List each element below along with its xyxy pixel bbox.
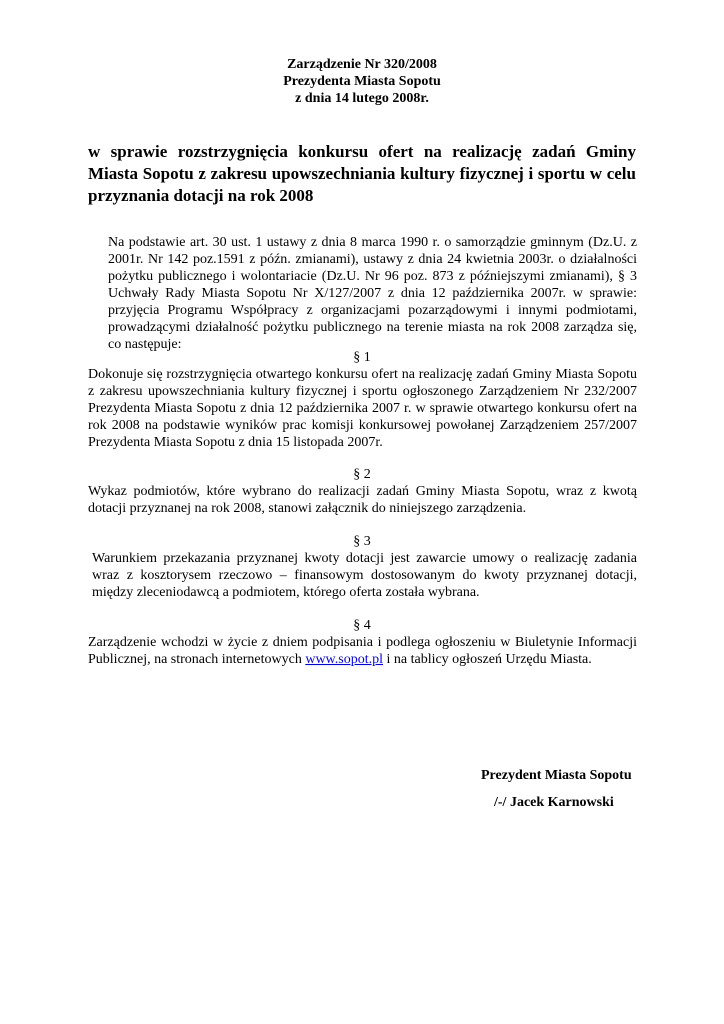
section-1-title: § 1 bbox=[353, 350, 371, 365]
section-2-title: § 2 bbox=[353, 467, 371, 482]
section-3-text: Warunkiem przekazania przyznanej kwoty dotacji jest zawarcie umowy o realizację zadania wraz z kosztorysem rzeczowo – finansowym dostosowanym do kwoty przyznanej dotacji, między zleceniodawcą a podmiotem, którego oferta została wybrana. bbox=[92, 551, 637, 600]
section-2-text: Wykaz podmiotów, które wybrano do realizacji zadań Gminy Miasta Sopotu, wraz z kwotą dotacji przyznanej na rok 2008, stanowi załącznik do niniejszego zarządzenia. bbox=[88, 484, 637, 516]
section-1-text: Dokonuje się rozstrzygnięcia otwartego konkursu ofert na realizację zadań Gminy Miasta Sopotu z zakresu upowszechniania kultury fizycznej i sportu ogłoszonego Zarządzeniem Nr 232/2007 Prezydenta Miasta Sopotu z dnia 12 października 2007 r. w sprawie otwartego konkursu ofert na rok 2008 na podstawie wyników prac komisji konkursowej powołanej Zarządzeniem 257/2007 Prezydenta Miasta Sopotu z dnia 15 listopada 2007r. bbox=[88, 367, 637, 450]
section-4-text-after-link: i na tablicy ogłoszeń Urzędu Miasta. bbox=[382, 652, 592, 667]
signature-office: Prezydent Miasta Sopotu bbox=[481, 768, 632, 783]
document-subject: w sprawie rozstrzygnięcia konkursu ofert na realizację zadań Gminy Miasta Sopotu z zakresu upowszechniania kultury fizycznej i sportu w celu przyznania dotacji na rok 2008 bbox=[88, 142, 636, 205]
section-4-text bbox=[88, 634, 637, 668]
section-4-text-before-link: Zarządzenie wchodzi w życie z dniem podpisania i podlega ogłoszeniu w Biuletynie Informacji Publicznej, na stronach internetowych bbox=[88, 635, 637, 667]
document-header bbox=[0, 56, 724, 107]
section-4-title: § 4 bbox=[353, 618, 371, 633]
legal-basis-preamble: Na podstawie art. 30 ust. 1 ustawy z dnia 8 marca 1990 r. o samorządzie gminnym (Dz.U. z 2001r. Nr 142 poz.1591 z późn. zmianami), ustawy z dnia 24 kwietnia 2003r. o działalności pożytku publicznego i wolontariacie (Dz.U. Nr 96 poz. 873 z późniejszymi zmianami), § 3 Uchwały Rady Miasta Sopotu Nr X/127/2007 z dnia 12 października 2007r. w sprawie: przyjęcia Programu Współpracy z organizacjami pozarządowymi i innymi podmiotami, prowadzącymi działalność pożytku publicznego na terenie miasta na rok 2008 zarządza się, co następuje: bbox=[108, 235, 637, 352]
sopot-website-link[interactable]: www.sopot.pl bbox=[305, 652, 383, 667]
header-title: Zarządzenie Nr 320/2008 bbox=[287, 57, 437, 72]
section-3-title: § 3 bbox=[353, 534, 371, 549]
header-date: z dnia 14 lutego 2008r. bbox=[295, 91, 429, 106]
header-issuer: Prezydenta Miasta Sopotu bbox=[283, 74, 441, 89]
signature-name: /-/ Jacek Karnowski bbox=[494, 795, 614, 810]
